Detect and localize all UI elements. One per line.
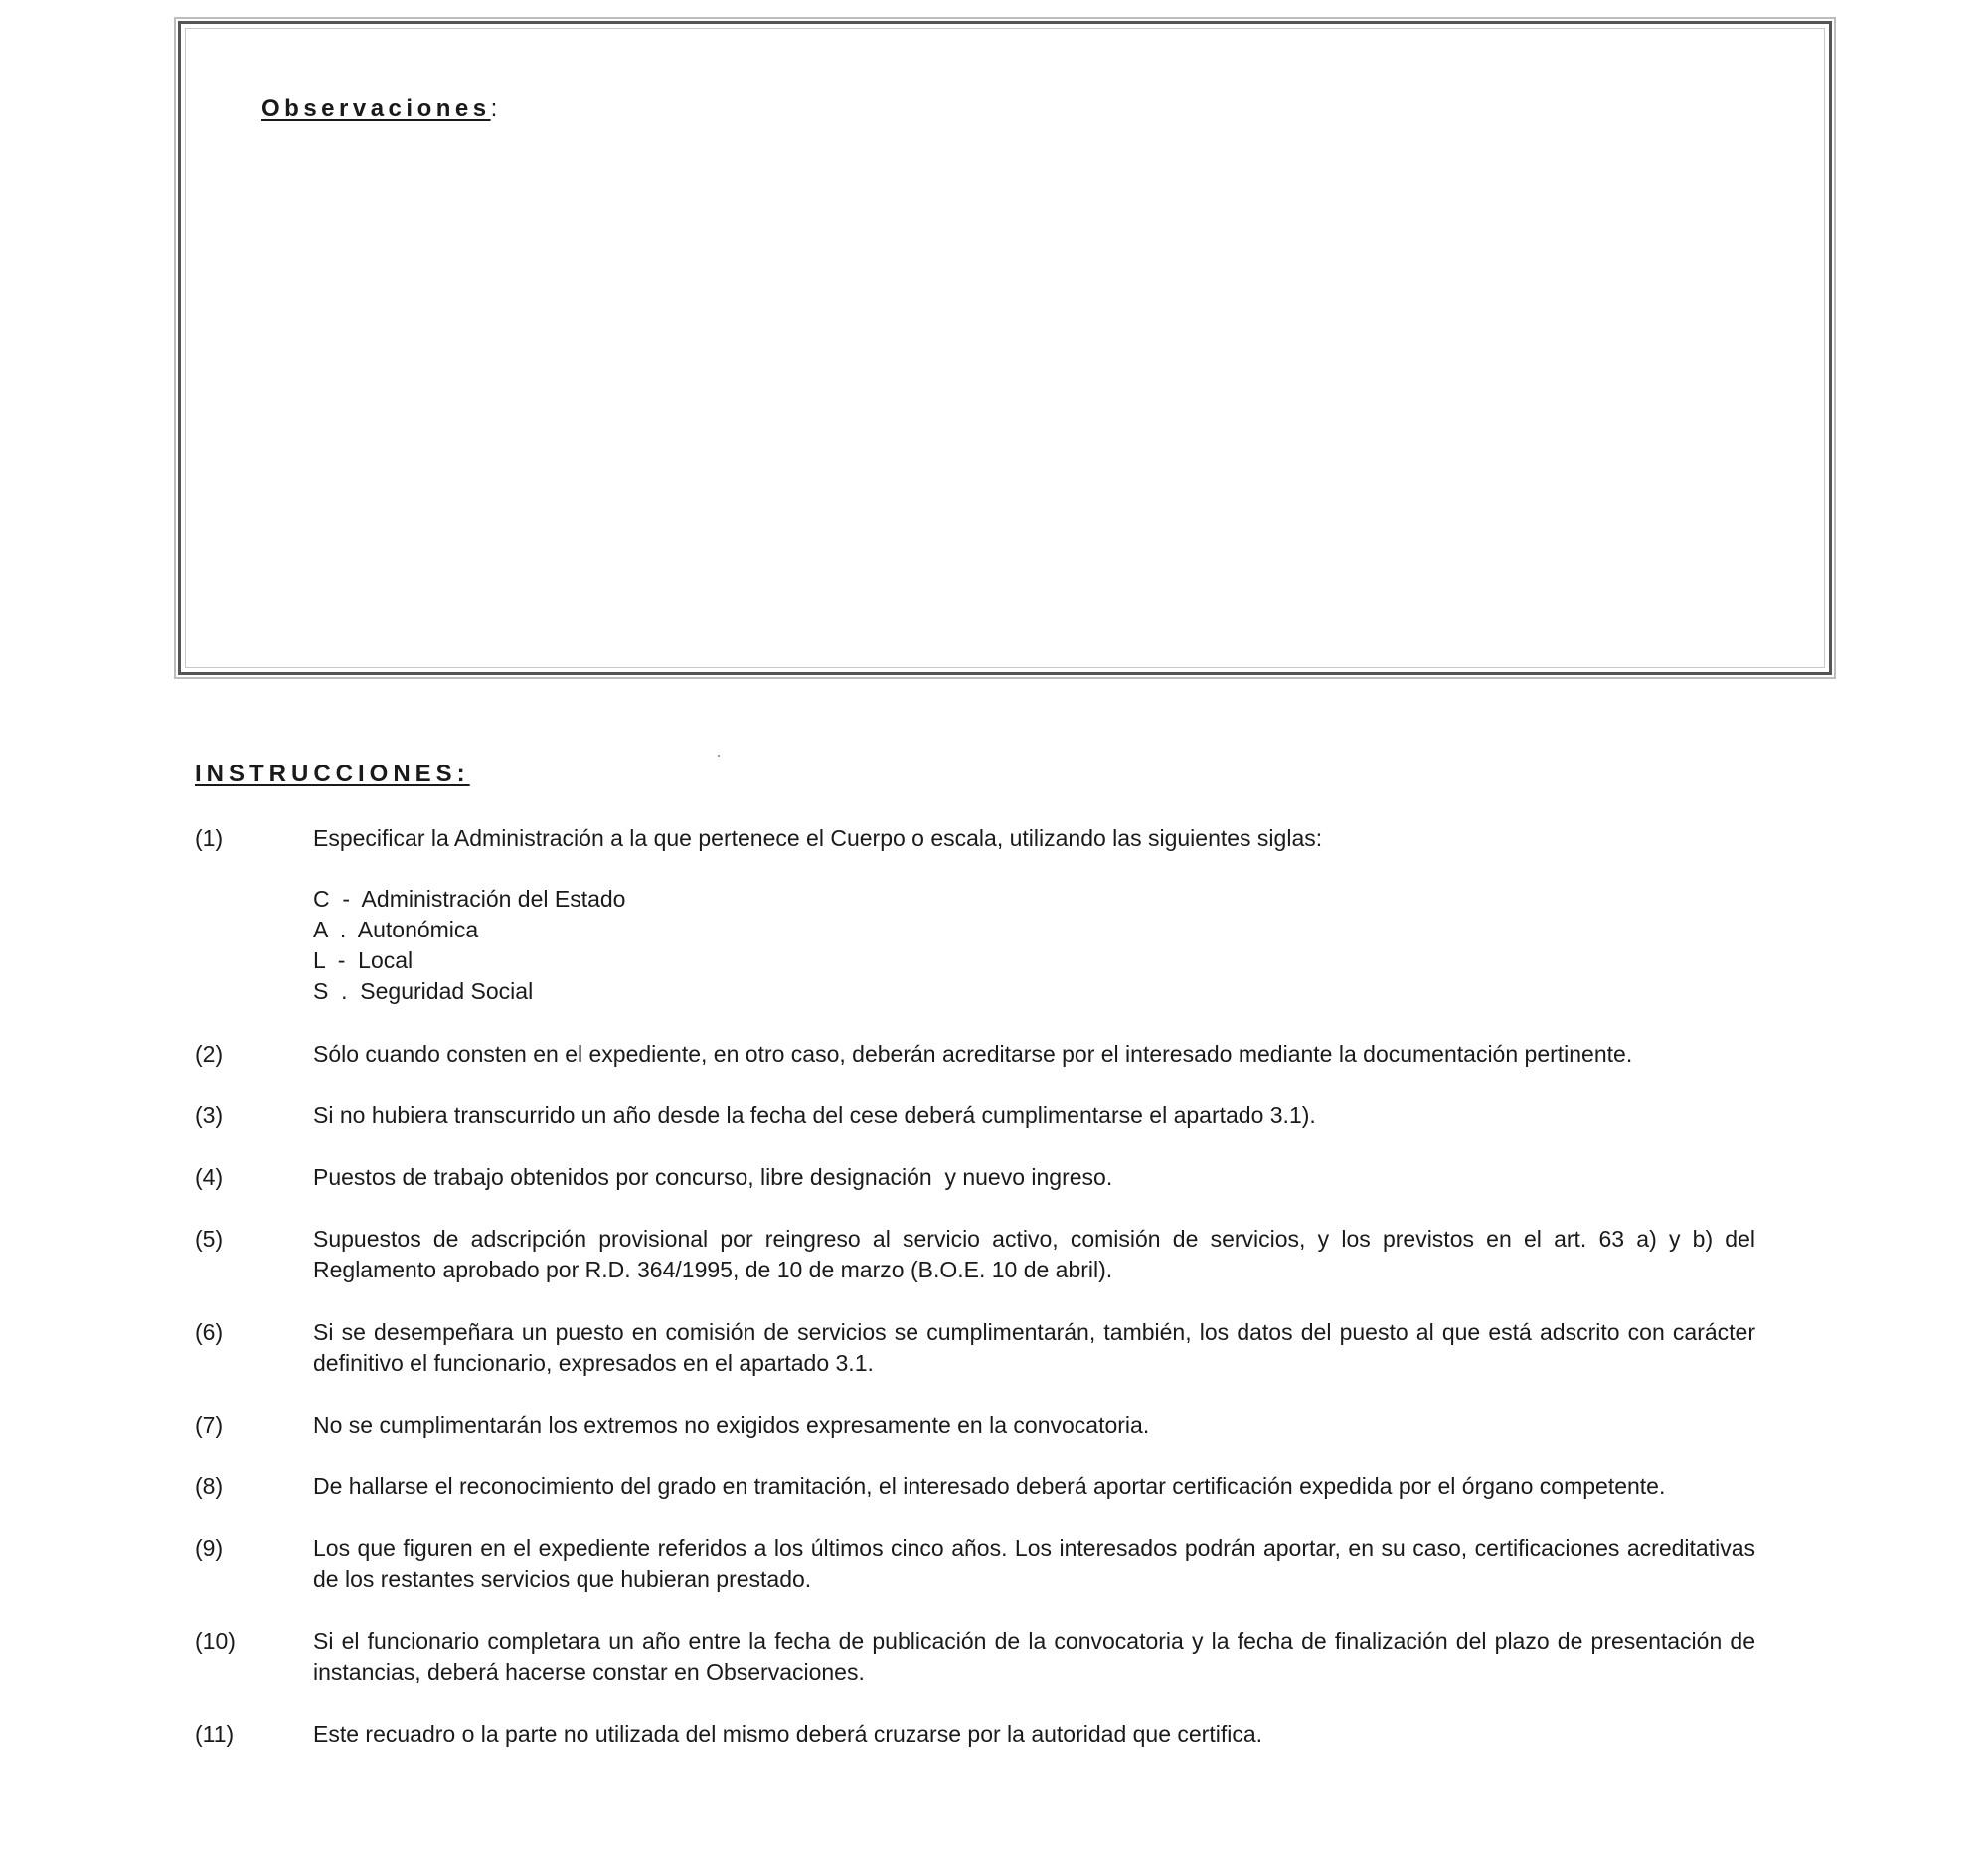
instrucciones-title: INSTRUCCIONES: [195, 761, 470, 787]
scan-dot [718, 755, 720, 757]
siglas-list [195, 884, 1755, 1007]
instruction-text: Sólo cuando consten en el expediente, en otro caso, deberán acreditarse por el interesado mediante la documentación pertinente. [313, 1041, 1633, 1067]
observaciones-title [261, 95, 497, 123]
instruction-text: Este recuadro o la parte no utilizada del mismo deberá cruzarse por la autoridad que certifica. [313, 1721, 1263, 1747]
instruction-number: (3) [195, 1103, 224, 1128]
instruction-item-6 [195, 1317, 1755, 1379]
instruction-text: Si se desempeñara un puesto en comisión de servicios se cumplimentarán, también, los datos del puesto al que está adscrito con carácter definitivo el funcionario, expresados en el apartado 3.1. [313, 1319, 1755, 1376]
siglas-block [313, 884, 1755, 1007]
observaciones-box [178, 21, 1832, 675]
instruction-number: (8) [195, 1473, 224, 1499]
instruction-number: (1) [195, 825, 224, 851]
sigla-item: A . Autonómica [313, 917, 479, 942]
instruction-text: Supuestos de adscripción provisional por reingreso al servicio activo, comisión de servicios, y los previstos en el art. 63 a) y b) del Reglamento aprobado por R.D. 364/1995, de 10 de marzo (B.O.E. 10 de abril). [313, 1226, 1755, 1282]
instruction-number: (5) [195, 1226, 224, 1252]
instruction-number: (2) [195, 1041, 224, 1067]
instruction-text: De hallarse el reconocimiento del grado en tramitación, el interesado deberá aportar certificación expedida por el órgano competente. [313, 1473, 1666, 1499]
instruction-text: Puestos de trabajo obtenidos por concurso, libre designación y nuevo ingreso. [313, 1164, 1113, 1190]
instruction-item-4 [195, 1162, 1755, 1193]
sigla-item: L - Local [313, 947, 414, 973]
instruction-item-10 [195, 1626, 1755, 1688]
instruction-text: No se cumplimentarán los extremos no exigidos expresamente en la convocatoria. [313, 1412, 1150, 1438]
instruction-number: (4) [195, 1164, 224, 1190]
instruction-text: Si no hubiera transcurrido un año desde la fecha del cese deberá cumplimentarse el apartado 3.1). [313, 1103, 1316, 1128]
instruction-number: (9) [195, 1535, 224, 1561]
instruction-item-11 [195, 1719, 1755, 1750]
instruction-item-3 [195, 1101, 1755, 1131]
instruction-text: Si el funcionario completara un año entre la fecha de publicación de la convocatoria y la fecha de finalización del plazo de presentación de instancias, deberá hacerse constar en Observaciones. [313, 1628, 1755, 1685]
instruction-item-5 [195, 1224, 1755, 1285]
instruction-number: (11) [195, 1721, 235, 1747]
observaciones-colon: : [490, 95, 498, 122]
instruction-number: (7) [195, 1412, 224, 1438]
instruction-text: Especificar la Administración a la que pertenece el Cuerpo o escala, utilizando las siguientes siglas: [313, 825, 1323, 851]
sigla-item: C - Administración del Estado [313, 886, 626, 912]
instruction-number: (10) [195, 1628, 236, 1654]
instruction-item-9 [195, 1533, 1755, 1595]
sigla-item: S . Seguridad Social [313, 978, 534, 1004]
instruction-item-1 [195, 823, 1755, 854]
instruction-item-8 [195, 1471, 1755, 1502]
instruction-number: (6) [195, 1319, 224, 1345]
instruction-item-7 [195, 1410, 1755, 1441]
observaciones-title-text: Observaciones [261, 95, 491, 122]
instruction-text: Los que figuren en el expediente referidos a los últimos cinco años. Los interesados podrán aportar, en su caso, certificaciones acreditativas de los restantes servicios que hubieran prestado. [313, 1535, 1755, 1592]
instruction-item-2 [195, 1039, 1755, 1070]
